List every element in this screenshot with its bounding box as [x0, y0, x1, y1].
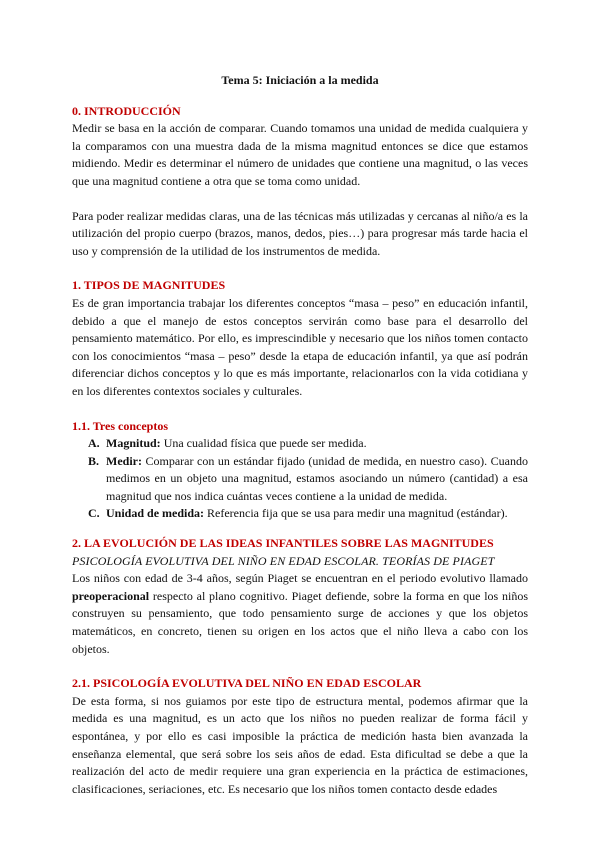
section-2-1-paragraph-1: De esta forma, si nos guiamos por este tipo de estructura mental, podemos afirmar que la medida es una magnitud, es un acto que los niños no pueden realizar de forma fácil y espontánea, y por ello es casi imposible la práctica de medición hasta bien avanzada la enseñanza elemental, que será sobre los seis años de edad. Esta dificultad se debe a que la realización del acto de medir requiere una gran experiencia en la práctica de estimaciones, clasificaciones, seriaciones, etc. Es necesario que los niños tomen contacto desde edades — [72, 693, 528, 796]
list-marker: B. — [88, 453, 100, 468]
section-2-1-heading: 2.1. PSICOLOGÍA EVOLUTIVA DEL NIÑO EN EDAD ESCOLAR — [72, 676, 422, 691]
section-1-heading: 1. TIPOS DE MAGNITUDES — [72, 278, 226, 293]
list-marker: A. — [88, 436, 100, 451]
section-0-paragraph-1: Medir se basa en la acción de comparar. Cuando tomamos una unidad de medida cualquiera y la comparamos con una muestra dada de la misma magnitud entonces se dice que estamos midiendo. Medir es determinar el número de unidades que contiene una magnitud, o las veces que una magnitud contiene a otra que se toma como unidad. — [72, 121, 528, 188]
section-2-subtitle: PSICOLOGÍA EVOLUTIVA DEL NIÑO EN EDAD ESCOLAR. TEORÍAS DE PIAGET — [72, 553, 495, 568]
document-title: Tema 5: Iniciación a la medida — [221, 73, 379, 87]
section-0-paragraph-2: Para poder realizar medidas claras, una de las técnicas más utilizadas y cercanas al niño/a es la utilización del propio cuerpo (brazos, manos, dedos, pies…) para progresar más tarde hacia el uso y comprensión de la utilidad de los instrumentos de medida. — [72, 208, 528, 258]
concept-definition: Referencia fija que se usa para medir una magnitud (estándar). — [204, 506, 508, 521]
concepts-list — [72, 435, 528, 523]
section-1-paragraph-1: Es de gran importancia trabajar los diferentes conceptos “masa – peso” en educación infantil, debido a que el manejo de estos conceptos servirán como base para el desarrollo del pensamiento matemático. Por ello, es imprescindible y necesario que los niños tomen contacto con los conocimientos “masa – peso” desde la etapa de educación infantil, ya que así podrán diferenciar dichos conceptos y lo que es más importante, relacionarlos con la vida cotidiana y en los diferentes contextos sociales y culturales. — [72, 295, 528, 398]
section-2-paragraph-1 — [72, 570, 528, 658]
concept-term: Magnitud: — [106, 436, 161, 451]
concept-term: Medir: — [106, 453, 142, 468]
list-item — [72, 453, 528, 506]
list-item — [72, 505, 528, 523]
section-2-text-a: Los niños con edad de 3-4 años, según Piaget se encuentran en el periodo evolutivo llamado — [72, 571, 528, 586]
section-2-bold-term: preoperacional — [72, 588, 150, 603]
concept-definition: Una cualidad física que puede ser medida. — [160, 436, 367, 451]
section-2-text-b: respecto al plano cognitivo. Piaget defiende, sobre la forma en que los niños construyen su pensamiento, que todo pensamiento surge de acciones y que los objetos matemáticos, en concreto, tienen su origen en los actos que el niño lleva a cabo con los objetos. — [72, 588, 528, 656]
document-page — [72, 72, 528, 798]
concept-definition: Comparar con un estándar fijado (unidad de medida, en nuestro caso). Cuando medimos en un objeto una magnitud, estamos asociando un número (cantidad) a esa magnitud que nos indica cuántas veces contiene a la unidad de medida. — [106, 453, 528, 503]
section-2-heading: 2. LA EVOLUCIÓN DE LAS IDEAS INFANTILES SOBRE LAS MAGNITUDES — [72, 536, 494, 551]
section-1-1-heading: 1.1. Tres conceptos — [72, 418, 168, 433]
list-item — [72, 435, 528, 453]
list-marker: C. — [88, 506, 100, 521]
concept-term: Unidad de medida: — [106, 506, 205, 521]
section-0-heading: 0. INTRODUCCIÓN — [72, 103, 181, 118]
